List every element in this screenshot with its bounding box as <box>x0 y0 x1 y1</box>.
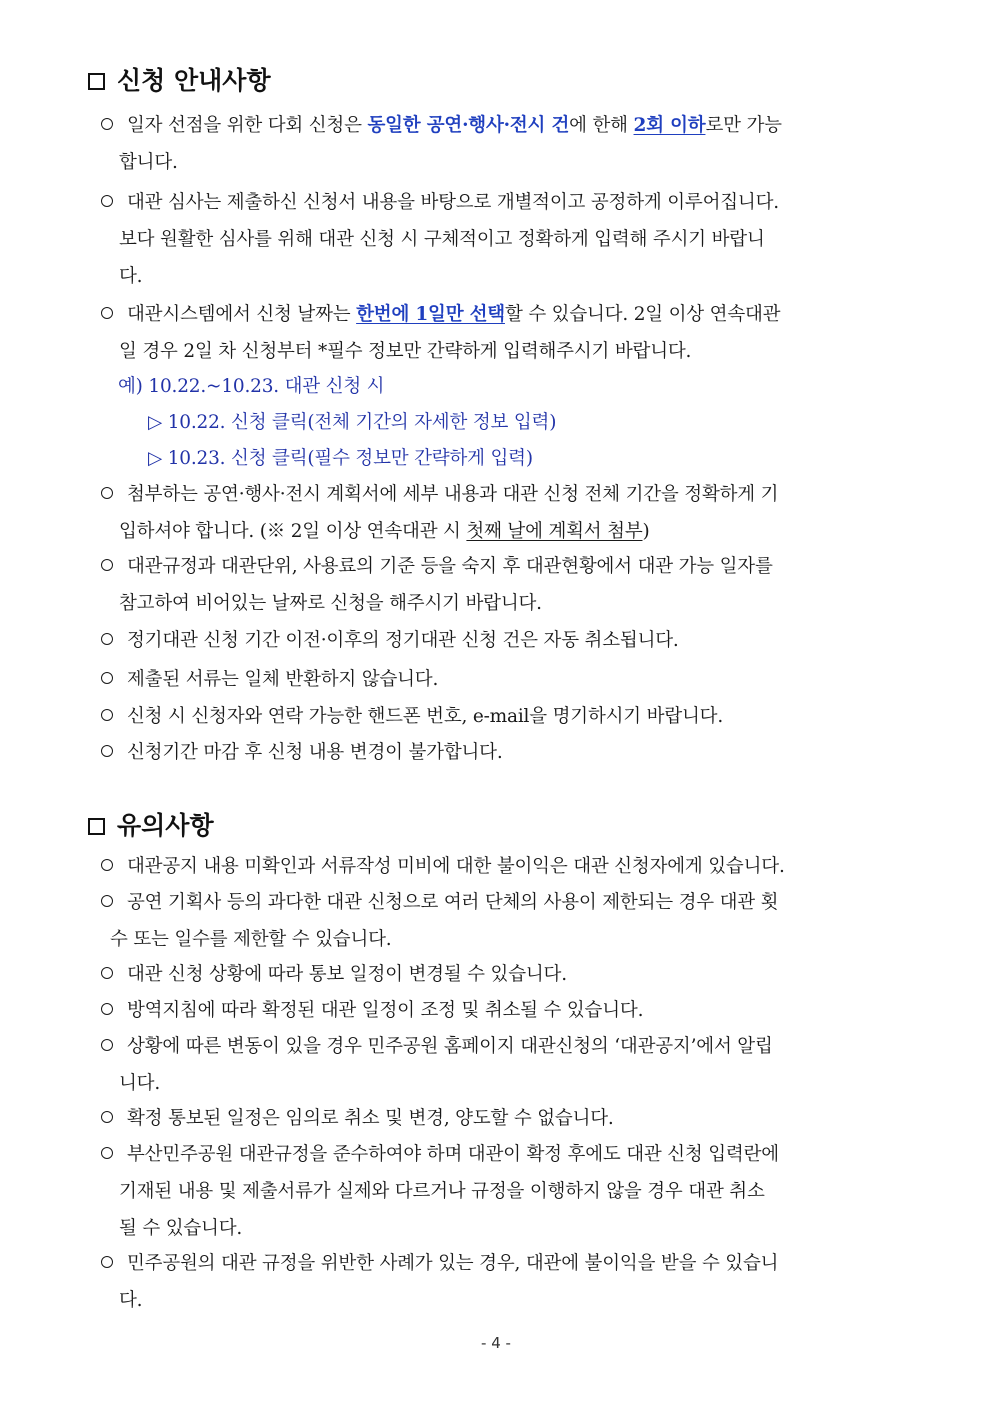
note-item-disadvantage: 대관공지 내용 미확인과 서류작성 미비에 대한 불이익은 대관 신청자에게 있습니다. <box>101 848 907 885</box>
bullet-circle-icon <box>101 633 113 645</box>
bullet-circle-icon <box>101 1147 113 1159</box>
bullet-circle-icon <box>101 118 113 130</box>
guide-item-review: 대관 심사는 제출하신 신청서 내용을 바탕으로 개별적이고 공정하게 이루어집니다. 보다 원활한 심사를 위해 대관 신청 시 구체적이고 정확하게 입력해 주시기 바랍니 다. <box>101 184 907 295</box>
guide-item-multi-application: 일자 선점을 위한 다회 신청은 동일한 공연·행사·전시 건에 한해 2회 이하로만 가능 합니다. <box>101 107 907 181</box>
bullet-circle-icon <box>101 1111 113 1123</box>
section-title-notes: 유의사항 <box>88 811 214 841</box>
bullet-circle-icon <box>101 709 113 721</box>
note-item-quarantine: 방역지침에 따라 확정된 대관 일정이 조정 및 취소될 수 있습니다. <box>101 992 907 1029</box>
guide-item-no-change: 신청기간 마감 후 신청 내용 변경이 불가합니다. <box>101 734 907 771</box>
bullet-circle-icon <box>101 1039 113 1051</box>
bullet-circle-icon <box>101 672 113 684</box>
bullet-circle-icon <box>101 559 113 571</box>
bullet-circle-icon <box>101 967 113 979</box>
guide-item-no-return: 제출된 서류는 일체 반환하지 않습니다. <box>101 661 907 698</box>
note-item-schedule-change: 대관 신청 상황에 따라 통보 일정이 변경될 수 있습니다. <box>101 956 907 993</box>
guide-item-date-selection: 대관시스템에서 신청 날짜는 한번에 1일만 선택할 수 있습니다. 2일 이상 연속대관 일 경우 2일 차 신청부터 *필수 정보만 간략하게 입력해주시기 바랍니다. <box>101 296 907 370</box>
note-item-limit: 공연 기획사 등의 과다한 대관 신청으로 여러 단체의 사용이 제한되는 경우 대관 횟 수 또는 일수를 제한할 수 있습니다. <box>101 884 907 958</box>
note-item-no-transfer: 확정 통보된 일정은 임의로 취소 및 변경, 양도할 수 없습니다. <box>101 1100 907 1137</box>
bullet-circle-icon <box>101 859 113 871</box>
checkbox-square-icon <box>88 73 105 90</box>
note-item-announcement: 상황에 따른 변동이 있을 경우 민주공원 홈페이지 대관신청의 ‘대관공지’에서 알립 니다. <box>101 1028 907 1102</box>
example-step-1: ▷ 10.22. 신청 클릭(전체 기간의 자세한 정보 입력) <box>148 412 557 433</box>
guide-item-contact: 신청 시 신청자와 연락 가능한 핸드폰 번호, e-mail을 명기하시기 바랍니다. <box>101 698 907 735</box>
section-title-application-guide: 신청 안내사항 <box>88 66 271 96</box>
page-number: - 4 - <box>481 1334 511 1352</box>
note-item-regulation: 부산민주공원 대관규정을 준수하여야 하며 대관이 확정 후에도 대관 신청 입력란에 기재된 내용 및 제출서류가 실제와 다르거나 규정을 이행하지 않을 경우 대관 취소 될 수 있습니다. <box>101 1136 907 1247</box>
bullet-circle-icon <box>101 1256 113 1268</box>
bullet-circle-icon <box>101 1003 113 1015</box>
example-heading: 예) 10.22.~10.23. 대관 신청 시 <box>118 376 385 397</box>
note-item-violation: 민주공원의 대관 규정을 위반한 사례가 있는 경우, 대관에 불이익을 받을 수 있습니 다. <box>101 1245 907 1319</box>
bullet-circle-icon <box>101 195 113 207</box>
guide-item-plan-attachment: 첨부하는 공연·행사·전시 계획서에 세부 내용과 대관 신청 전체 기간을 정확하게 기 입하셔야 합니다. (※ 2일 이상 연속대관 시 첫째 날에 계획서 첨부) <box>101 476 907 550</box>
bullet-circle-icon <box>101 895 113 907</box>
example-step-2: ▷ 10.23. 신청 클릭(필수 정보만 간략하게 입력) <box>148 448 533 469</box>
guide-item-rules: 대관규정과 대관단위, 사용료의 기준 등을 숙지 후 대관현황에서 대관 가능 일자를 참고하여 비어있는 날짜로 신청을 해주시기 바랍니다. <box>101 548 907 622</box>
bullet-circle-icon <box>101 487 113 499</box>
bullet-circle-icon <box>101 745 113 757</box>
checkbox-square-icon <box>88 818 105 835</box>
bullet-circle-icon <box>101 307 113 319</box>
guide-item-auto-cancel: 정기대관 신청 기간 이전·이후의 정기대관 신청 건은 자동 취소됩니다. <box>101 622 907 659</box>
